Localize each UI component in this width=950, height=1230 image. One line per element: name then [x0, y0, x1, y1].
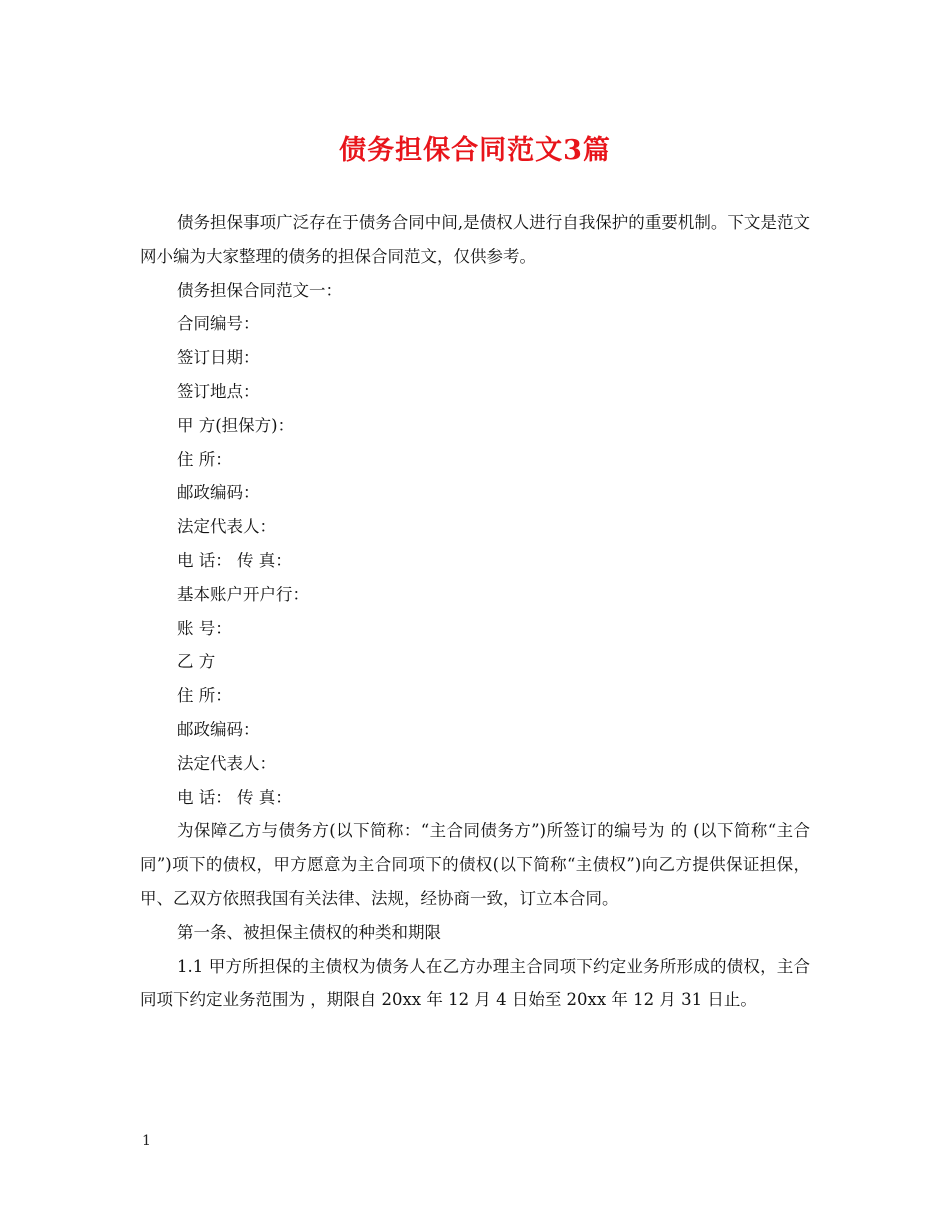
field-legal-rep-a: 法定代表人： [177, 517, 276, 537]
field-address-a: 住 所： [177, 449, 232, 469]
field-postcode-a: 邮政编码： [177, 483, 260, 503]
preamble-paragraph: 为保障乙方与债务方(以下简称：“主合同债务方”)所签订的编号为 的 (以下简称“主合同”)项下的债权，甲方愿意为主合同项下的债权(以下简称“主债权”)向乙方提供保证担保，甲、乙双方依照我国有关法律、法规，经协商一致，订立本合同。 [140, 821, 810, 908]
field-account-a: 账 号： [177, 618, 232, 638]
field-phone-fax-a: 电 话： 传 真： [177, 550, 292, 570]
field-party-b: 乙 方 [177, 652, 216, 672]
document-title: 债务担保合同范文3篇 [339, 135, 611, 166]
field-postcode-b: 邮政编码： [177, 719, 260, 739]
document-body [140, 206, 810, 1017]
section-heading: 债务担保合同范文一： [177, 280, 342, 300]
field-address-b: 住 所： [177, 686, 232, 706]
field-sign-date: 签订日期： [177, 348, 260, 368]
field-phone-fax-b: 电 话： 传 真： [177, 787, 292, 807]
intro-paragraph: 债务担保事项广泛存在于债务合同中间,是债权人进行自我保护的重要机制。下文是范文网小编为大家整理的债务的担保合同范文，仅供参考。 [140, 213, 810, 266]
article-heading: 第一条、被担保主债权的种类和期限 [177, 922, 441, 942]
field-contract-number: 合同编号： [177, 314, 260, 334]
field-bank-a: 基本账户开户行： [177, 584, 309, 604]
field-party-a: 甲 方(担保方)： [177, 415, 295, 435]
page-number: 1 [142, 1133, 151, 1149]
clause-paragraph: 1.1 甲方所担保的主债权为债务人在乙方办理主合同项下约定业务所形成的债权，主合同项下约定业务范围为 ，期限自 20xx 年 12 月 4 日始至 20xx 年 12 月 31 日止。 [140, 956, 810, 1010]
field-legal-rep-b: 法定代表人： [177, 753, 276, 773]
field-sign-place: 签订地点： [177, 381, 260, 401]
